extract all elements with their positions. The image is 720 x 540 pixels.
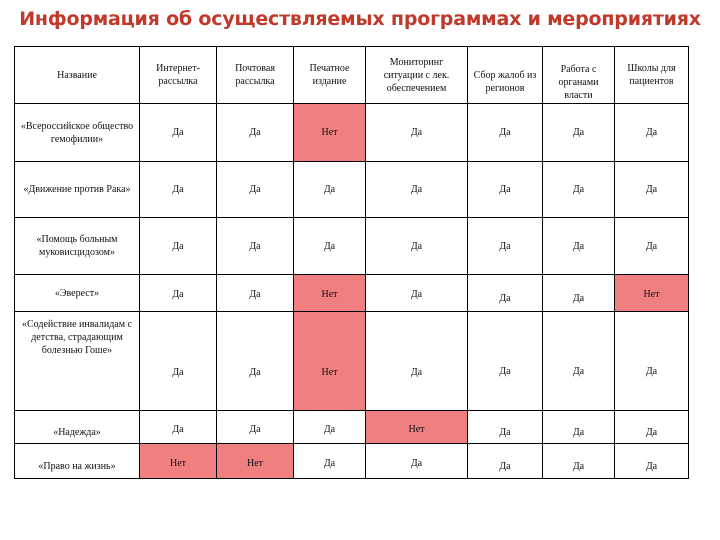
cell-complaints: Да xyxy=(468,162,543,218)
row-name: «Содействие инвалидам с детства, страдающим болезнью Гоше» xyxy=(15,312,140,411)
table-row xyxy=(15,218,689,275)
table-row xyxy=(15,444,689,479)
cell-mail: Да xyxy=(217,275,294,312)
table-row xyxy=(15,162,689,218)
cell-complaints: Да xyxy=(468,312,543,411)
header-name: Название xyxy=(15,47,140,104)
table-row xyxy=(15,104,689,162)
header-authorities: Работа с органами власти xyxy=(543,47,615,104)
programs-table xyxy=(14,46,689,479)
cell-complaints: Да xyxy=(468,444,543,479)
table-row xyxy=(15,411,689,444)
header-print: Печатное издание xyxy=(294,47,366,104)
cell-complaints: Да xyxy=(468,104,543,162)
cell-authorities: Да xyxy=(543,411,615,444)
cell-schools: Нет xyxy=(615,275,689,312)
cell-schools: Да xyxy=(615,218,689,275)
cell-monitoring: Да xyxy=(366,312,468,411)
cell-authorities: Да xyxy=(543,312,615,411)
cell-authorities: Да xyxy=(543,104,615,162)
cell-print: Да xyxy=(294,162,366,218)
cell-internet: Да xyxy=(140,162,217,218)
cell-schools: Да xyxy=(615,162,689,218)
cell-internet: Да xyxy=(140,411,217,444)
cell-print: Нет xyxy=(294,275,366,312)
cell-print: Нет xyxy=(294,312,366,411)
table-row xyxy=(15,312,689,411)
cell-complaints: Да xyxy=(468,411,543,444)
cell-mail: Да xyxy=(217,411,294,444)
cell-mail: Да xyxy=(217,312,294,411)
cell-schools: Да xyxy=(615,104,689,162)
cell-authorities: Да xyxy=(543,218,615,275)
row-name: «Всероссийское общество гемофилии» xyxy=(15,104,140,162)
row-name: «Эверест» xyxy=(15,275,140,312)
cell-schools: Да xyxy=(615,312,689,411)
cell-mail: Нет xyxy=(217,444,294,479)
cell-mail: Да xyxy=(217,104,294,162)
table-row xyxy=(15,275,689,312)
cell-internet: Да xyxy=(140,218,217,275)
header-mail: Почтовая рассылка xyxy=(217,47,294,104)
header-internet: Интернет-рассылка xyxy=(140,47,217,104)
cell-print: Да xyxy=(294,444,366,479)
cell-print: Нет xyxy=(294,104,366,162)
header-schools: Школы для пациентов xyxy=(615,47,689,104)
cell-print: Да xyxy=(294,411,366,444)
row-name: «Помощь больным муковисцидозом» xyxy=(15,218,140,275)
cell-complaints: Да xyxy=(468,218,543,275)
cell-monitoring: Да xyxy=(366,444,468,479)
cell-internet: Да xyxy=(140,275,217,312)
cell-monitoring: Да xyxy=(366,162,468,218)
cell-monitoring: Да xyxy=(366,104,468,162)
cell-internet: Да xyxy=(140,104,217,162)
cell-schools: Да xyxy=(615,411,689,444)
header-monitoring: Мониторинг ситуации с лек. обеспечением xyxy=(366,47,468,104)
cell-authorities: Да xyxy=(543,162,615,218)
cell-complaints: Да xyxy=(468,275,543,312)
row-name: «Право на жизнь» xyxy=(15,444,140,479)
cell-internet: Да xyxy=(140,312,217,411)
row-name: «Надежда» xyxy=(15,411,140,444)
cell-print: Да xyxy=(294,218,366,275)
header-complaints: Сбор жалоб из регионов xyxy=(468,47,543,104)
row-name: «Движение против Рака» xyxy=(15,162,140,218)
table-header-row xyxy=(15,47,689,104)
cell-monitoring: Да xyxy=(366,218,468,275)
cell-monitoring: Да xyxy=(366,275,468,312)
page-title: Информация об осуществляемых программах и мероприятиях xyxy=(19,8,701,30)
cell-authorities: Да xyxy=(543,275,615,312)
cell-monitoring: Нет xyxy=(366,411,468,444)
cell-mail: Да xyxy=(217,218,294,275)
cell-internet: Нет xyxy=(140,444,217,479)
cell-schools: Да xyxy=(615,444,689,479)
cell-mail: Да xyxy=(217,162,294,218)
cell-authorities: Да xyxy=(543,444,615,479)
